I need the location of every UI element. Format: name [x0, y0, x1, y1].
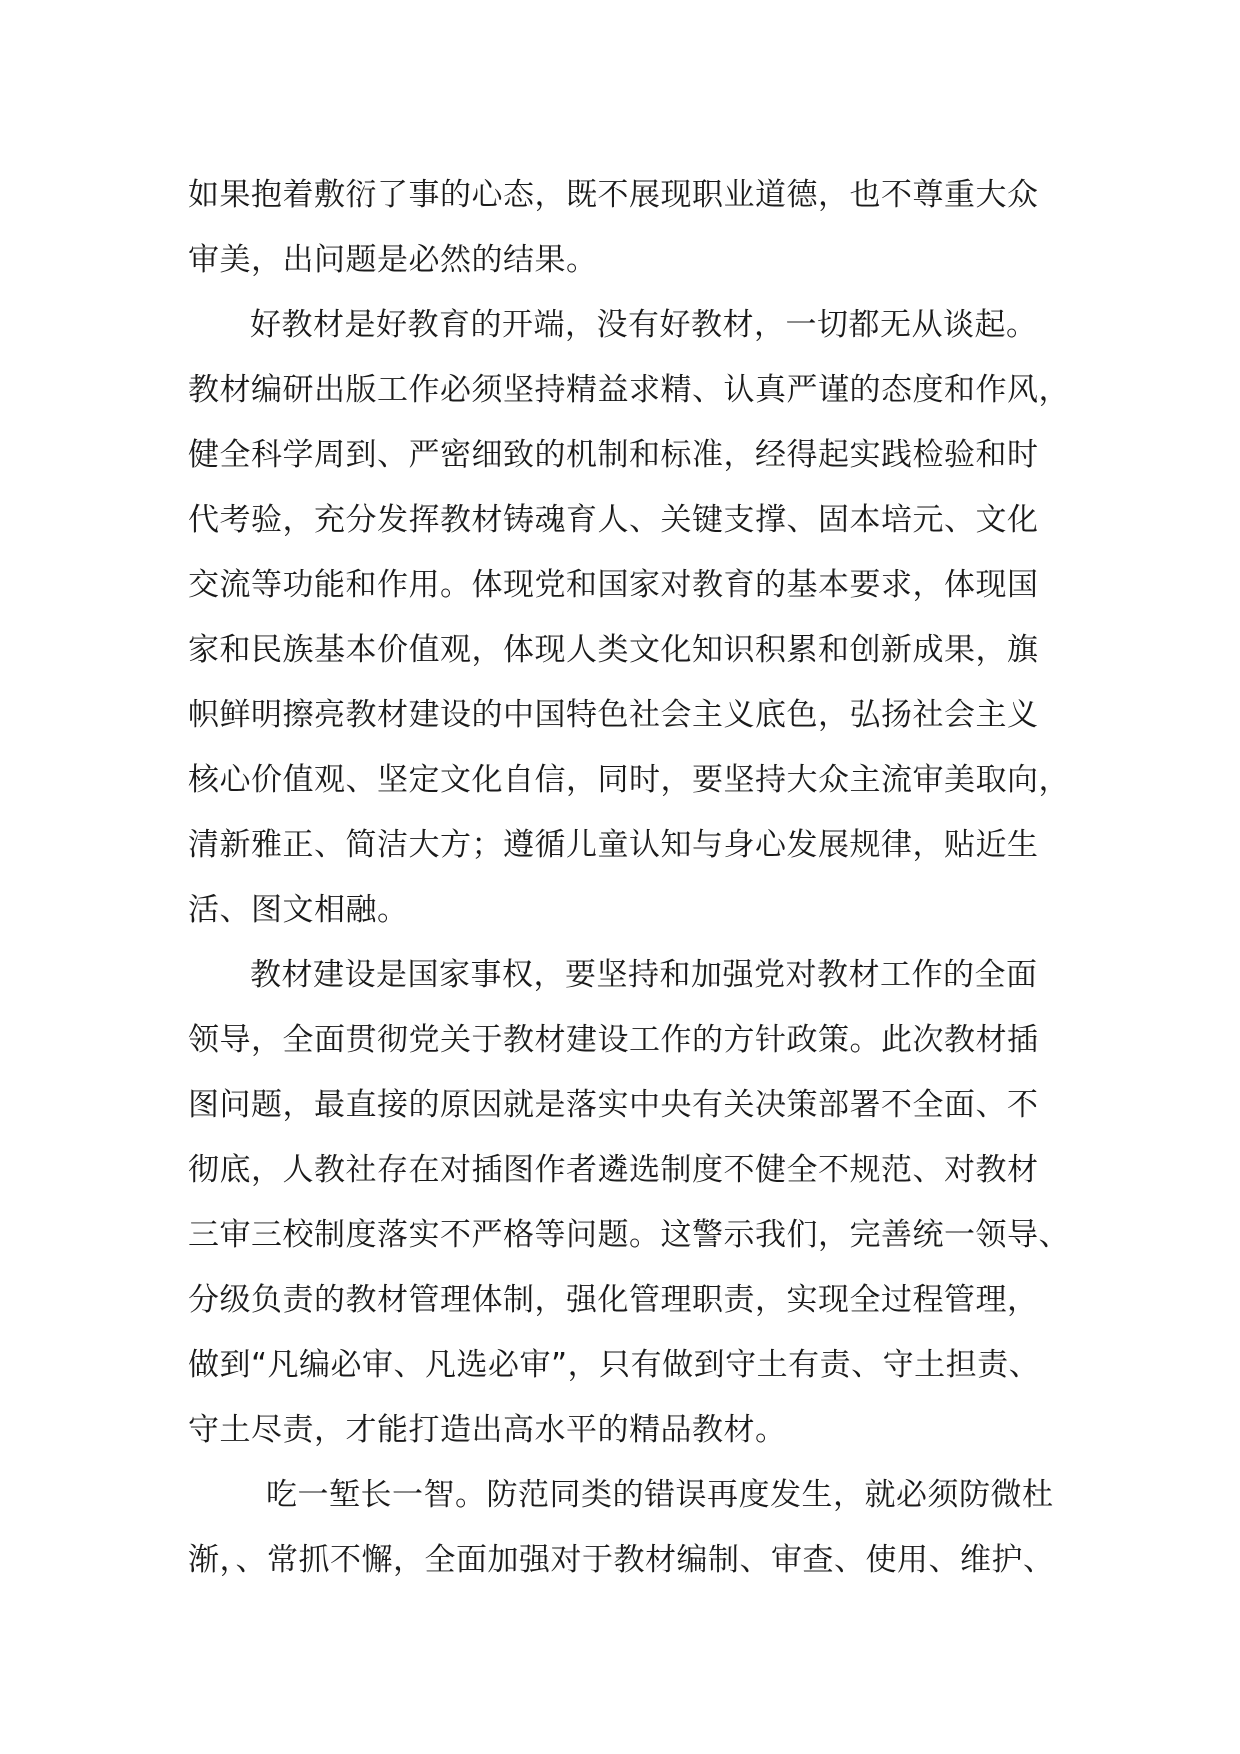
text-line: 代考验，充分发挥教材铸魂育人、关键支撑、固本培元、文化: [188, 502, 1039, 538]
text-line: 教材编研出版工作必须坚持精益求精、认真严谨的态度和作风，: [188, 372, 1070, 408]
text-line: 彻底，人教社存在对插图作者遴选制度不健全不规范、对教材: [188, 1152, 1039, 1188]
text-line: 做到“凡编必审、凡选必审”，只有做到守土有责、守土担责、: [188, 1347, 1041, 1383]
paragraph-start-line: 吃一堑长一智。防范同类的错误再度发生，就必须防微杜: [266, 1477, 1054, 1513]
text-line: 守土尽责，才能打造出高水平的精品教材。: [188, 1412, 787, 1448]
text-line: 审美，出问题是必然的结果。: [188, 242, 598, 278]
text-line: 交流等功能和作用。体现党和国家对教育的基本要求，体现国: [188, 567, 1039, 603]
text-line: 帜鲜明擦亮教材建设的中国特色社会主义底色，弘扬社会主义: [188, 697, 1039, 733]
text-line: 健全科学周到、严密细致的机制和标准，经得起实践检验和时: [188, 437, 1039, 473]
paragraph-start-line: 教材建设是国家事权，要坚持和加强党对教材工作的全面: [250, 957, 1038, 993]
text-line: 家和民族基本价值观，体现人类文化知识积累和创新成果，旗: [188, 632, 1039, 668]
text-line: 图问题，最直接的原因就是落实中央有关决策部署不全面、不: [188, 1087, 1039, 1123]
text-line: 领导，全面贯彻党关于教材建设工作的方针政策。此次教材插: [188, 1022, 1039, 1058]
text-line: 渐，、常抓不懈，全面加强对于教材编制、审查、使用、维护、: [188, 1542, 1055, 1578]
text-line: 如果抱着敷衍了事的心态，既不展现职业道德，也不尊重大众: [188, 177, 1039, 213]
paragraph-start-line: 好教材是好教育的开端，没有好教材，一切都无从谈起。: [250, 307, 1038, 343]
text-line: 清新雅正、简洁大方；遵循儿童认知与身心发展规律，贴近生: [188, 827, 1039, 863]
text-line: 三审三校制度落实不严格等问题。这警示我们，完善统一领导、: [188, 1217, 1070, 1253]
text-line: 分级负责的教材管理体制，强化管理职责，实现全过程管理，: [188, 1282, 1039, 1318]
text-line: 核心价值观、坚定文化自信，同时，要坚持大众主流审美取向，: [188, 762, 1070, 798]
body-text: [188, 163, 1088, 1593]
text-line: 活、图文相融。: [188, 892, 409, 928]
